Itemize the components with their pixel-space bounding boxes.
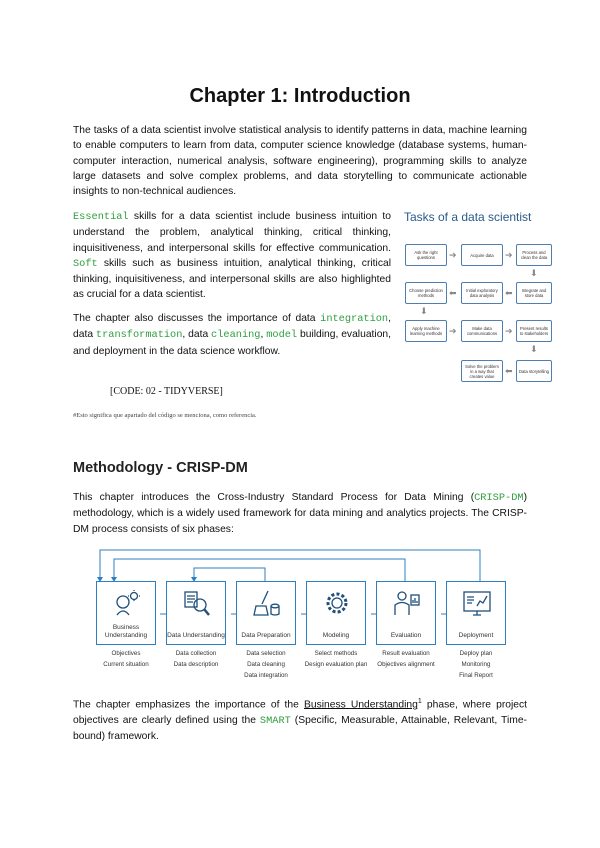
arrow-right-icon: ➔ — [505, 250, 513, 260]
closing-paragraph — [73, 694, 527, 744]
person-lightbulb-icon — [113, 589, 141, 617]
phase-label: Deployment — [458, 632, 494, 639]
task-box: Make data communications — [461, 320, 503, 342]
methodology-heading: Methodology - CRISP-DM — [73, 460, 248, 476]
arrow-right-icon: ➔ — [505, 326, 513, 336]
task-box: Data storytelling — [516, 360, 552, 382]
phase-modeling — [306, 581, 366, 645]
phase-data-preparation — [236, 581, 296, 645]
tasks-figure-title: Tasks of a data scientist — [404, 210, 532, 224]
keyword-model: model — [266, 329, 298, 342]
person-chart-icon — [393, 589, 421, 617]
phase-tasks-business-understanding — [94, 648, 158, 670]
phase-task: Final Report — [459, 672, 493, 679]
phase-deployment — [446, 581, 506, 645]
phase-task: Objectives alignment — [377, 661, 435, 668]
arrow-left-icon: ⬅ — [505, 366, 513, 376]
task-box: Initial exploratory data analysis — [461, 282, 503, 304]
keyword-transformation: transformation — [95, 329, 183, 342]
phase-tasks-deployment — [444, 648, 508, 681]
arrow-down-icon: ⬇ — [530, 344, 538, 354]
skills-paragraph — [73, 209, 391, 303]
arrow-right-icon: ➔ — [449, 326, 457, 336]
keyword-soft: Soft — [73, 257, 98, 270]
task-box: Process and clean the data — [516, 244, 552, 266]
arrow-right-icon: ➔ — [449, 250, 457, 260]
keyword-crisp-dm: CRISP-DM — [474, 492, 524, 504]
keyword-essential: Essential — [73, 211, 129, 223]
phase-business-understanding — [96, 581, 156, 645]
phase-task: Select methods — [314, 650, 358, 657]
phase-label: Data Understanding — [167, 632, 225, 639]
task-box: Apply machine learning methods — [405, 320, 447, 342]
phase-task: Objectives — [111, 650, 141, 657]
code-reference-tag: [CODE: 02 - TIDYVERSE] — [110, 386, 223, 397]
task-box: Solve the problem in a way that creates value — [461, 360, 503, 382]
task-box: Acquire data — [461, 244, 503, 266]
arrow-left-icon: ⬅ — [505, 288, 513, 298]
arrow-down-icon: ⬇ — [530, 268, 538, 278]
phase-task: Data selection — [246, 650, 286, 657]
chapter-text-5: building, evaluation, and deployment in the data science workflow. — [73, 329, 392, 357]
phase-label: Modeling — [322, 632, 350, 639]
phase-tasks-modeling — [304, 648, 368, 670]
gear-icon — [323, 589, 351, 617]
keyword-cleaning: cleaning — [211, 329, 261, 342]
phase-label: Evaluation — [390, 632, 422, 639]
intro-paragraph: The tasks of a data scientist involve statistical analysis to identify patterns in data, machine learning to enable computers to learn from data, computer science knowledge (database systems, human-computer interaction, numerical analysis, software engineering), programming skills to analyze large datasets and solve complex problems, and data storytelling to communicate actionable insights to non-technical audiences. — [73, 125, 527, 198]
chapter-paragraph — [73, 311, 391, 359]
chapter-text-1: The chapter also discusses the importance of data — [73, 313, 321, 324]
chapter-text-4: , — [260, 329, 267, 341]
methodology-text-1: This chapter introduces the Cross-Industry Standard Process for Data Mining ( — [73, 492, 475, 503]
phase-tasks-data-preparation — [234, 648, 298, 681]
task-box: Integrate and store data — [516, 282, 552, 304]
task-box: Choose prediction methods — [405, 282, 447, 304]
closing-text-1: The chapter emphasizes the importance of the — [73, 699, 304, 711]
chapter-text-2: , data — [73, 313, 391, 341]
page-title: Chapter 1: Introduction — [189, 85, 411, 107]
business-understanding-link[interactable]: Business Understanding — [304, 699, 418, 711]
phase-tasks-evaluation — [374, 648, 438, 670]
phase-data-understanding — [166, 581, 226, 645]
phase-tasks-data-understanding — [164, 648, 228, 670]
phase-task: Design evaluation plan — [304, 661, 368, 668]
tasks-figure — [401, 230, 553, 385]
task-box: Ask the right questions — [405, 244, 447, 266]
phase-task: Result evaluation — [382, 650, 430, 657]
chapter-text-3: , data — [182, 329, 212, 341]
closing-text-3: (Specific, Measurable, Attainable, Relevant, Time-bound) framework. — [73, 714, 527, 743]
phase-label: Data Preparation — [241, 632, 291, 639]
phase-task: Monitoring — [461, 661, 491, 668]
task-box: Present results to stakeholders — [516, 320, 552, 342]
methodology-text-2: ) methodology, which is a widely used framework for data mining and analytics projects. The CRISP-DM process consists of six phases: — [73, 492, 527, 535]
keyword-smart: SMART — [259, 714, 291, 727]
phase-task: Data cleaning — [247, 661, 285, 668]
phase-evaluation — [376, 581, 436, 645]
code-reference-note: #Esto significa que apartado del código se menciona, como referencia. — [73, 412, 257, 419]
phase-label: Business Understanding — [104, 624, 148, 639]
methodology-paragraph — [73, 490, 527, 537]
phase-task: Data description — [173, 661, 219, 668]
phase-task: Current situation — [103, 661, 149, 668]
arrow-down-icon: ⬇ — [420, 306, 428, 316]
skills-text-2: skills such as business intuition, analytical thinking, critical thinking, inquisitiveness, and interpersonal skills are also highlighted as crucial for a data scientist. — [73, 257, 391, 301]
dashboard-icon — [463, 589, 491, 617]
broom-database-icon — [253, 589, 281, 617]
phase-task: Data collection — [175, 650, 217, 657]
footnote-marker[interactable]: 1 — [417, 698, 422, 705]
arrow-left-icon: ⬅ — [449, 288, 457, 298]
closing-text-2: phase, where project objectives are clearly defined using the — [73, 699, 527, 726]
phase-task: Deploy plan — [459, 650, 493, 657]
magnifier-data-icon — [183, 589, 211, 617]
keyword-integration: integration — [320, 313, 389, 325]
skills-text-1: skills for a data scientist include business intuition to understand the problem, analytical thinking, critical thinking, inquisitiveness, and interpersonal skills for effective communication. — [73, 211, 391, 254]
phase-task: Data integration — [244, 672, 288, 679]
